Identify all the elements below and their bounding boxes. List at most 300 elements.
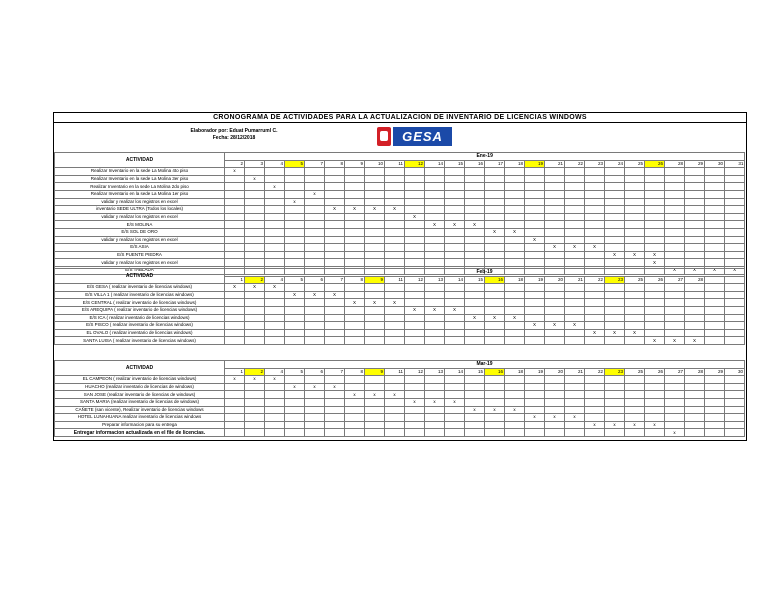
- schedule-mark: [465, 429, 485, 437]
- schedule-mark: [605, 414, 625, 422]
- schedule-mark: [705, 414, 725, 422]
- schedule-mark: [545, 421, 565, 429]
- schedule-mark: [325, 329, 345, 337]
- schedule-mark: [425, 175, 445, 183]
- schedule-mark: [425, 259, 445, 267]
- activity-label: E/S MOLINA: [55, 221, 225, 229]
- schedule-mark: [425, 236, 445, 244]
- schedule-mark: [445, 168, 465, 176]
- schedule-mark: [585, 168, 605, 176]
- schedule-mark: [645, 221, 665, 229]
- day-cell: 8: [345, 276, 365, 284]
- schedule-mark: [405, 206, 425, 214]
- schedule-mark: [325, 251, 345, 259]
- schedule-mark: [245, 383, 265, 391]
- schedule-mark: [585, 406, 605, 414]
- schedule-mark: [325, 284, 345, 292]
- schedule-mark: [665, 291, 685, 299]
- schedule-mark: [265, 421, 285, 429]
- day-cell: 27: [665, 368, 685, 376]
- day-cell: 22: [585, 276, 605, 284]
- schedule-mark: [505, 213, 525, 221]
- schedule-mark: [545, 175, 565, 183]
- schedule-mark: [505, 251, 525, 259]
- schedule-mark: [605, 284, 625, 292]
- schedule-mark: [525, 284, 545, 292]
- day-cell: 5: [285, 368, 305, 376]
- activity-row: [55, 198, 745, 206]
- schedule-mark: [285, 376, 305, 384]
- schedule-mark: [545, 291, 565, 299]
- schedule-mark: X: [405, 213, 425, 221]
- schedule-mark: [325, 337, 345, 345]
- schedule-mark: [485, 251, 505, 259]
- schedule-mark: [265, 406, 285, 414]
- schedule-mark: [525, 175, 545, 183]
- schedule-mark: [365, 251, 385, 259]
- schedule-mark: [285, 306, 305, 314]
- schedule-mark: [385, 198, 405, 206]
- schedule-mark: [565, 398, 585, 406]
- schedule-mark: [605, 198, 625, 206]
- schedule-mark: [705, 228, 725, 236]
- schedule-mark: [565, 291, 585, 299]
- schedule-mark: [665, 329, 685, 337]
- schedule-mark: x: [665, 429, 685, 437]
- schedule-mark: [605, 175, 625, 183]
- schedule-mark: [585, 429, 605, 437]
- day-cell: 3: [245, 160, 265, 168]
- schedule-mark: [285, 236, 305, 244]
- schedule-mark: [225, 414, 245, 422]
- schedule-mark: [565, 284, 585, 292]
- schedule-mark: [705, 391, 725, 399]
- schedule-mark: [485, 337, 505, 345]
- schedule-mark: [725, 213, 745, 221]
- schedule-mark: [365, 376, 385, 384]
- schedule-mark: [405, 337, 425, 345]
- schedule-mark: [405, 190, 425, 198]
- schedule-mark: [225, 236, 245, 244]
- schedule-mark: [645, 314, 665, 322]
- schedule-mark: [425, 206, 445, 214]
- schedule-mark: [685, 284, 705, 292]
- activity-row: [55, 175, 745, 183]
- schedule-mark: [565, 221, 585, 229]
- schedule-mark: [565, 421, 585, 429]
- schedule-mark: [445, 228, 465, 236]
- day-cell: 22: [565, 160, 585, 168]
- schedule-mark: x: [345, 391, 365, 399]
- schedule-mark: [245, 291, 265, 299]
- schedule-mark: [685, 175, 705, 183]
- schedule-mark: X: [605, 329, 625, 337]
- schedule-mark: [245, 406, 265, 414]
- schedule-mark: [585, 206, 605, 214]
- day-cell: 26: [645, 276, 665, 284]
- schedule-mark: [225, 306, 245, 314]
- schedule-mark: [545, 314, 565, 322]
- schedule-mark: [645, 429, 665, 437]
- activity-row: [55, 168, 745, 176]
- activity-row: [55, 291, 745, 299]
- activity-header: ACTIVIDAD: [55, 153, 225, 168]
- schedule-mark: [325, 228, 345, 236]
- schedule-mark: X: [505, 314, 525, 322]
- day-cell: 11: [385, 276, 405, 284]
- schedule-mark: [485, 398, 505, 406]
- schedule-mark: [705, 198, 725, 206]
- schedule-mark: [685, 429, 705, 437]
- schedule-table-3: [54, 360, 745, 437]
- activity-label: E/S TABLADA: [55, 266, 225, 274]
- schedule-mark: [285, 221, 305, 229]
- schedule-mark: [325, 244, 345, 252]
- schedule-mark: [265, 236, 285, 244]
- schedule-mark: [625, 383, 645, 391]
- day-cell: 2: [245, 276, 265, 284]
- schedule-mark: [685, 206, 705, 214]
- schedule-mark: [405, 244, 425, 252]
- day-cell: 12: [405, 368, 425, 376]
- activity-label: Preparar informacion para su entrega: [55, 421, 225, 429]
- schedule-mark: [245, 221, 265, 229]
- activity-row: [55, 206, 745, 214]
- schedule-mark: [705, 376, 725, 384]
- schedule-mark: [705, 183, 725, 191]
- schedule-mark: [265, 198, 285, 206]
- schedule-mark: [725, 398, 745, 406]
- schedule-mark: [245, 244, 265, 252]
- schedule-mark: [625, 337, 645, 345]
- schedule-mark: [685, 213, 705, 221]
- schedule-mark: [405, 284, 425, 292]
- day-cell: 10: [365, 160, 385, 168]
- schedule-mark: [725, 299, 745, 307]
- day-cell: 8: [345, 368, 365, 376]
- schedule-mark: [645, 329, 665, 337]
- day-cell: 2: [225, 160, 245, 168]
- schedule-mark: [625, 190, 645, 198]
- activity-label: validar y realizar los registros en excel: [55, 213, 225, 221]
- schedule-mark: [685, 322, 705, 330]
- schedule-mark: [465, 414, 485, 422]
- activity-label: validar y realizar los registros en excel: [55, 259, 225, 267]
- schedule-mark: X: [465, 221, 485, 229]
- schedule-mark: [625, 221, 645, 229]
- schedule-mark: [305, 168, 325, 176]
- schedule-mark: x: [385, 391, 405, 399]
- schedule-mark: [345, 284, 365, 292]
- schedule-mark: [485, 284, 505, 292]
- schedule-mark: [285, 284, 305, 292]
- schedule-mark: [265, 329, 285, 337]
- schedule-mark: [725, 206, 745, 214]
- day-cell: 21: [545, 160, 565, 168]
- schedule-mark: [325, 236, 345, 244]
- schedule-mark: [345, 168, 365, 176]
- logo-mark-icon: [377, 127, 391, 146]
- schedule-mark: [645, 168, 665, 176]
- schedule-mark: X: [485, 314, 505, 322]
- schedule-mark: [585, 306, 605, 314]
- schedule-mark: [325, 376, 345, 384]
- schedule-mark: [345, 221, 365, 229]
- schedule-mark: [325, 221, 345, 229]
- schedule-mark: [725, 228, 745, 236]
- day-cell: 25: [625, 368, 645, 376]
- schedule-mark: [545, 198, 565, 206]
- schedule-mark: [665, 398, 685, 406]
- schedule-mark: [265, 306, 285, 314]
- activity-row: [55, 306, 745, 314]
- schedule-mark: [325, 306, 345, 314]
- schedule-mark: [265, 291, 285, 299]
- schedule-mark: [265, 175, 285, 183]
- schedule-mark: [285, 244, 305, 252]
- schedule-mark: [505, 329, 525, 337]
- schedule-mark: [405, 291, 425, 299]
- schedule-mark: [565, 329, 585, 337]
- schedule-mark: [405, 236, 425, 244]
- schedule-mark: [225, 190, 245, 198]
- activity-row: [55, 414, 745, 422]
- schedule-mark: [525, 406, 545, 414]
- schedule-mark: [265, 259, 285, 267]
- schedule-mark: [245, 168, 265, 176]
- schedule-mark: [305, 314, 325, 322]
- schedule-mark: [465, 284, 485, 292]
- schedule-mark: [605, 337, 625, 345]
- schedule-mark: [285, 329, 305, 337]
- schedule-mark: [605, 259, 625, 267]
- schedule-mark: X: [325, 206, 345, 214]
- schedule-mark: [565, 376, 585, 384]
- activity-row: [55, 236, 745, 244]
- schedule-mark: [545, 337, 565, 345]
- schedule-mark: [385, 337, 405, 345]
- schedule-mark: [445, 236, 465, 244]
- schedule-mark: [685, 236, 705, 244]
- schedule-mark: [465, 236, 485, 244]
- gesa-logo: [377, 127, 452, 146]
- activity-row: [55, 337, 745, 345]
- schedule-mark: [345, 251, 365, 259]
- schedule-mark: [485, 190, 505, 198]
- schedule-mark: [485, 198, 505, 206]
- schedule-mark: [705, 244, 725, 252]
- activity-row: [55, 383, 745, 391]
- schedule-mark: [465, 244, 485, 252]
- schedule-mark: [605, 306, 625, 314]
- schedule-mark: x: [445, 398, 465, 406]
- logo-wordmark: GESA: [393, 127, 452, 146]
- schedule-mark: [525, 299, 545, 307]
- schedule-mark: [545, 329, 565, 337]
- day-cell: 25: [625, 276, 645, 284]
- schedule-mark: [265, 228, 285, 236]
- schedule-mark: [425, 198, 445, 206]
- document-title: CRONOGRAMA DE ACTIVIDADES PARA LA ACTUALIZACION DE INVENTARIO DE LICENCIAS WINDOWS: [53, 112, 747, 123]
- schedule-mark: [445, 322, 465, 330]
- activity-label: E/S CENTRAL ( realizar inventario de licencias windows): [55, 299, 225, 307]
- schedule-mark: X: [645, 251, 665, 259]
- schedule-mark: [385, 421, 405, 429]
- schedule-mark: [445, 259, 465, 267]
- schedule-mark: [605, 168, 625, 176]
- schedule-mark: [305, 183, 325, 191]
- activity-row: [55, 190, 745, 198]
- schedule-mark: [425, 337, 445, 345]
- schedule-mark: X: [225, 284, 245, 292]
- schedule-mark: [425, 284, 445, 292]
- schedule-mark: [485, 291, 505, 299]
- schedule-mark: [465, 421, 485, 429]
- schedule-mark: [565, 251, 585, 259]
- schedule-mark: [365, 322, 385, 330]
- schedule-mark: [665, 190, 685, 198]
- schedule-mark: [665, 284, 685, 292]
- schedule-mark: [345, 236, 365, 244]
- schedule-mark: [685, 190, 705, 198]
- schedule-mark: [225, 299, 245, 307]
- schedule-mark: [725, 183, 745, 191]
- schedule-mark: [405, 391, 425, 399]
- schedule-mark: [425, 329, 445, 337]
- schedule-mark: X: [665, 337, 685, 345]
- schedule-mark: [245, 429, 265, 437]
- schedule-mark: [665, 251, 685, 259]
- schedule-mark: [345, 421, 365, 429]
- schedule-mark: [605, 183, 625, 191]
- activity-row: [55, 314, 745, 322]
- schedule-mark: [525, 398, 545, 406]
- day-cell: 29: [705, 368, 725, 376]
- schedule-mark: [725, 291, 745, 299]
- schedule-mark: [505, 376, 525, 384]
- month-header: Ene-19: [225, 153, 745, 161]
- schedule-mark: [705, 221, 725, 229]
- schedule-mark: [445, 251, 465, 259]
- schedule-mark: [665, 391, 685, 399]
- schedule-mark: [705, 383, 725, 391]
- schedule-mark: [385, 213, 405, 221]
- activity-label: EL CAMPEON ( realizar inventario de licencias windows): [55, 376, 225, 384]
- activity-header: ACTIVIDAD: [55, 361, 225, 376]
- schedule-mark: [405, 383, 425, 391]
- schedule-mark: [305, 406, 325, 414]
- activity-label: E/S ASIA: [55, 244, 225, 252]
- schedule-mark: [445, 284, 465, 292]
- schedule-mark: [285, 213, 305, 221]
- schedule-mark: [305, 429, 325, 437]
- schedule-mark: [545, 398, 565, 406]
- schedule-mark: [465, 391, 485, 399]
- schedule-mark: [485, 299, 505, 307]
- day-cell: 31: [725, 160, 745, 168]
- schedule-mark: [485, 213, 505, 221]
- schedule-mark: [345, 228, 365, 236]
- schedule-mark: [365, 236, 385, 244]
- schedule-mark: [645, 284, 665, 292]
- schedule-mark: x: [405, 398, 425, 406]
- schedule-mark: X: [565, 244, 585, 252]
- schedule-mark: [325, 322, 345, 330]
- day-cell: 29: [685, 160, 705, 168]
- schedule-mark: [305, 213, 325, 221]
- schedule-mark: [425, 228, 445, 236]
- schedule-mark: [525, 314, 545, 322]
- schedule-mark: [265, 190, 285, 198]
- schedule-mark: [565, 183, 585, 191]
- schedule-mark: [645, 244, 665, 252]
- schedule-mark: [305, 398, 325, 406]
- schedule-mark: [685, 299, 705, 307]
- schedule-mark: [605, 383, 625, 391]
- schedule-mark: [725, 251, 745, 259]
- schedule-mark: [465, 198, 485, 206]
- schedule-mark: [665, 228, 685, 236]
- schedule-mark: [365, 383, 385, 391]
- schedule-mark: [425, 429, 445, 437]
- schedule-mark: [525, 190, 545, 198]
- schedule-mark: x: [465, 406, 485, 414]
- schedule-mark: [685, 198, 705, 206]
- schedule-mark: [365, 221, 385, 229]
- schedule-mark: [225, 391, 245, 399]
- day-cell: 30: [705, 160, 725, 168]
- schedule-mark: [525, 383, 545, 391]
- schedule-mark: [345, 337, 365, 345]
- day-cell: 19: [525, 160, 545, 168]
- schedule-mark: [465, 228, 485, 236]
- day-cell: 13: [425, 276, 445, 284]
- schedule-mark: [625, 376, 645, 384]
- schedule-mark: [265, 398, 285, 406]
- day-cell: 18: [505, 160, 525, 168]
- activity-row: [55, 322, 745, 330]
- schedule-mark: [365, 414, 385, 422]
- schedule-mark: [585, 337, 605, 345]
- schedule-mark: [685, 259, 705, 267]
- day-cell: 27: [665, 276, 685, 284]
- schedule-mark: [245, 259, 265, 267]
- schedule-mark: X: [385, 206, 405, 214]
- schedule-mark: [485, 244, 505, 252]
- schedule-mark: [325, 314, 345, 322]
- schedule-mark: [705, 259, 725, 267]
- schedule-mark: [545, 236, 565, 244]
- schedule-mark: [605, 398, 625, 406]
- schedule-mark: [705, 314, 725, 322]
- schedule-mark: [445, 291, 465, 299]
- schedule-mark: [545, 383, 565, 391]
- schedule-mark: [305, 198, 325, 206]
- schedule-mark: [245, 306, 265, 314]
- schedule-mark: [445, 406, 465, 414]
- schedule-mark: [465, 206, 485, 214]
- schedule-mark: x: [605, 421, 625, 429]
- schedule-mark: [485, 421, 505, 429]
- schedule-mark: [605, 299, 625, 307]
- day-cell: 9: [365, 368, 385, 376]
- schedule-mark: [565, 314, 585, 322]
- schedule-mark: [345, 213, 365, 221]
- schedule-mark: [385, 314, 405, 322]
- schedule-mark: [345, 198, 365, 206]
- schedule-mark: [545, 206, 565, 214]
- day-cell: 11: [385, 368, 405, 376]
